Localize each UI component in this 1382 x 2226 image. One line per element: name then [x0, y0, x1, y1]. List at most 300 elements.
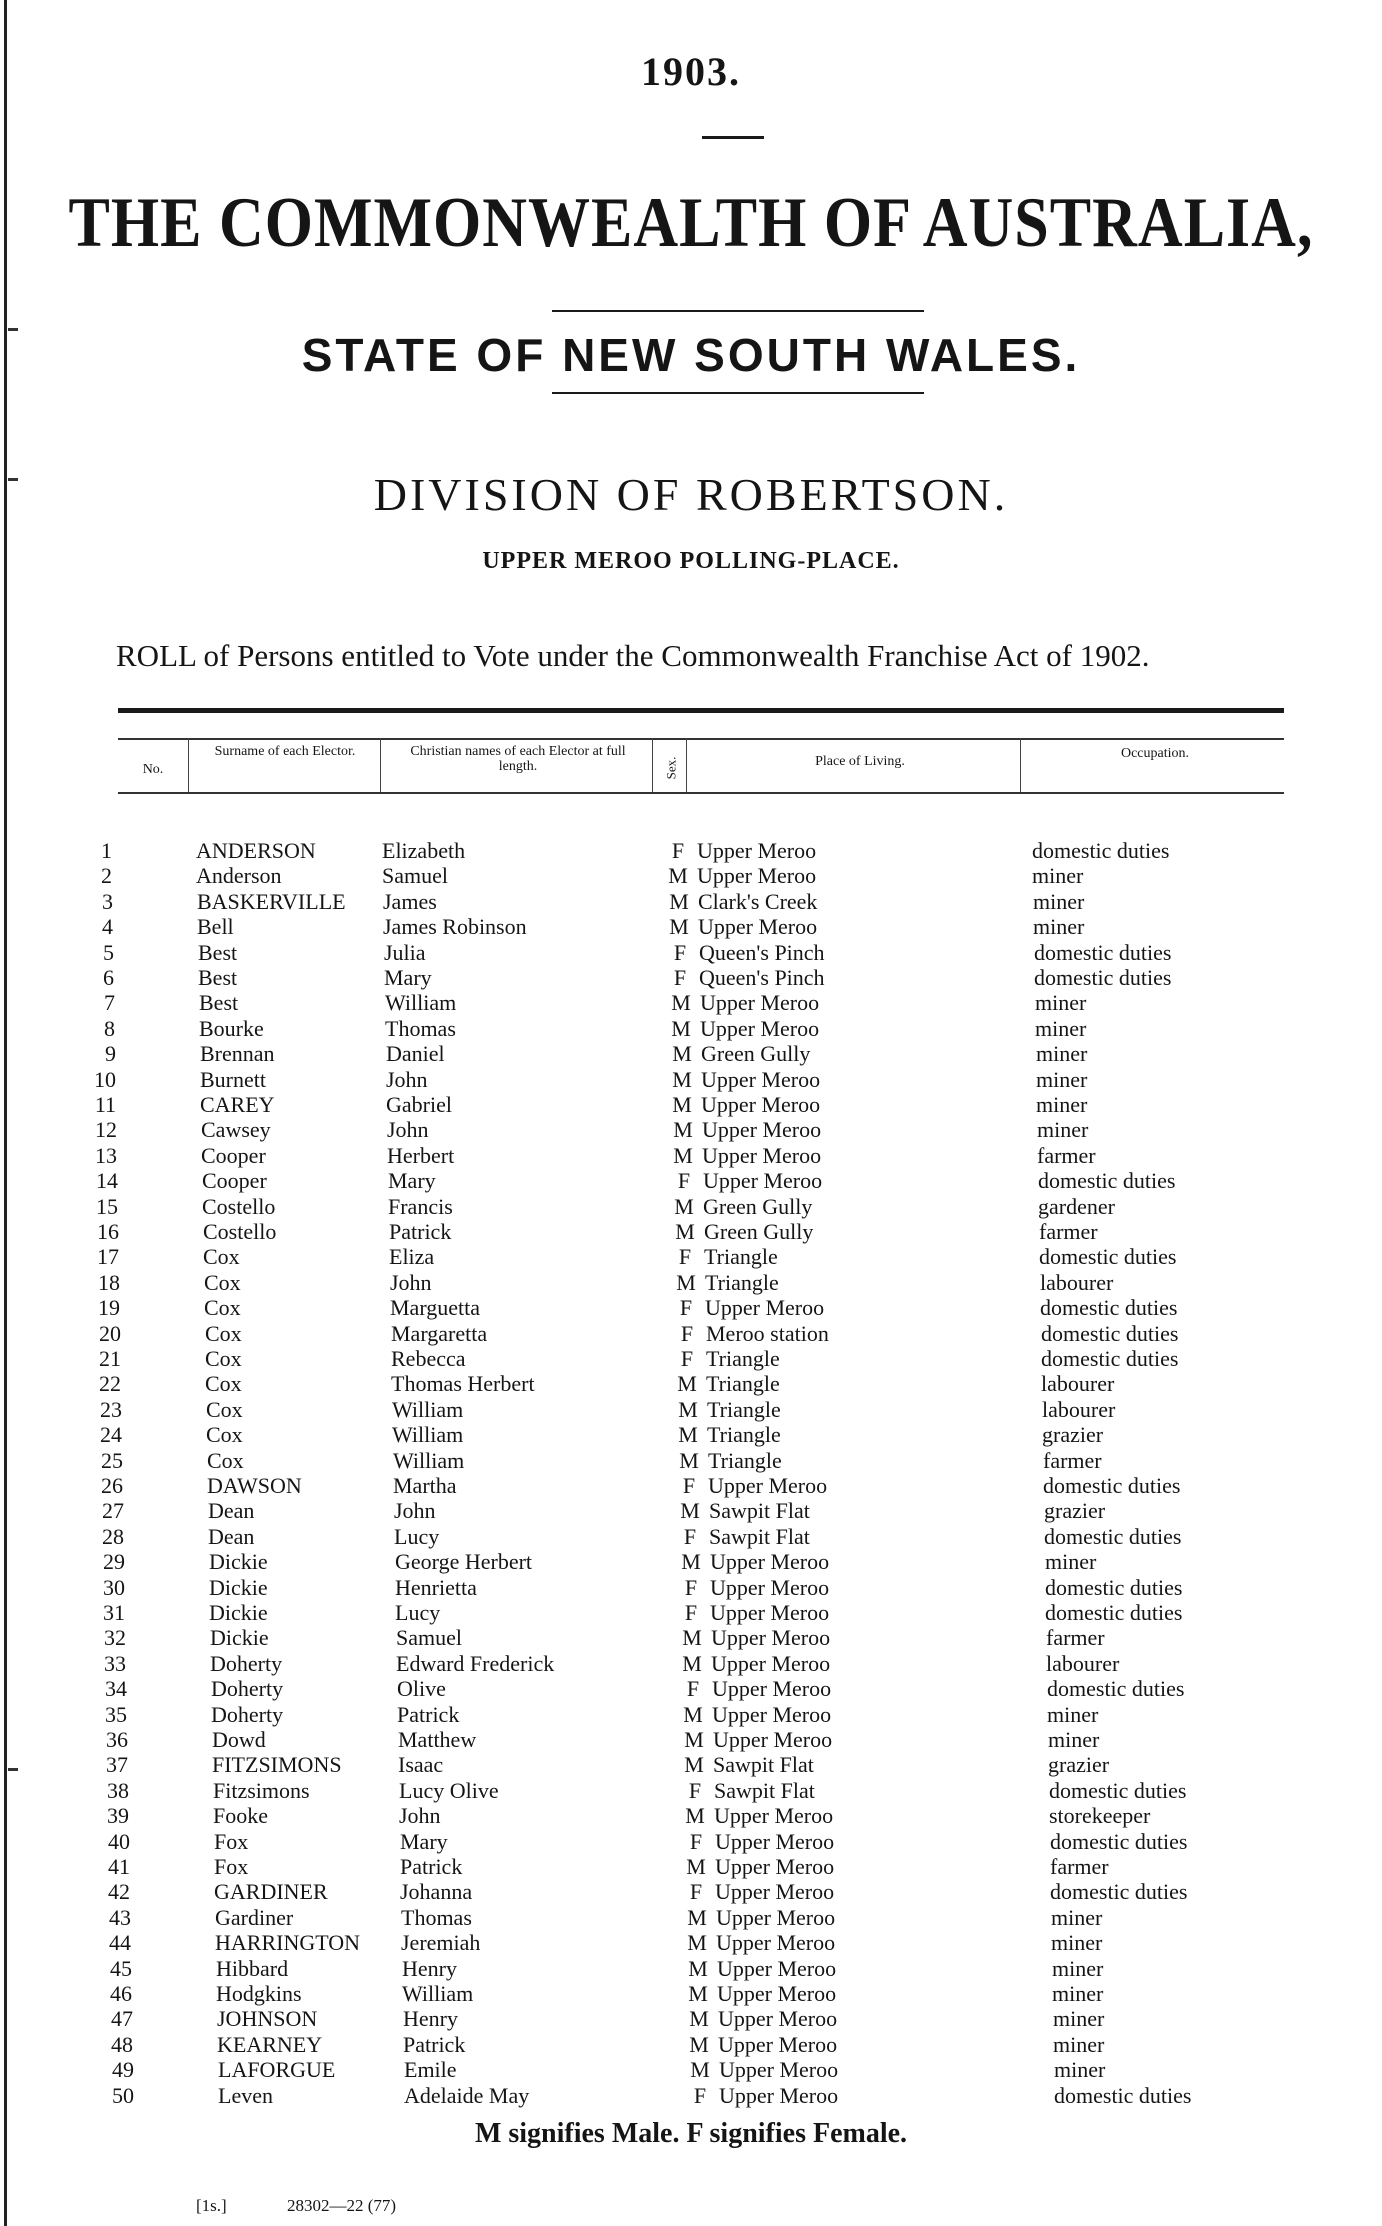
cell-occupation: miner — [1035, 990, 1087, 1016]
cell-christian-names: Daniel — [386, 1041, 445, 1067]
cell-no: 50 — [112, 2082, 134, 2108]
cell-no: 21 — [99, 1346, 121, 1371]
col-header-place: Place of Living. — [815, 754, 905, 769]
cell-place-of-living: Upper Meroo — [715, 1854, 835, 1879]
cell-sex: M — [688, 1955, 708, 1981]
cell-place-of-living: Triangle — [706, 1346, 780, 1371]
cell-christian-names: Patrick — [397, 1701, 460, 1727]
cell-sex: F — [683, 1523, 697, 1549]
cell-surname: KEARNEY — [217, 2031, 323, 2057]
cell-christian-names: Elizabeth — [382, 838, 466, 863]
cell-christian-names: John — [390, 1269, 432, 1295]
cell-christian-names: Patrick — [400, 1854, 463, 1879]
cell-no: 47 — [111, 2006, 133, 2032]
cell-surname: Fox — [214, 1854, 249, 1879]
cell-no: 17 — [97, 1244, 119, 1270]
cell-surname: Doherty — [211, 1701, 284, 1727]
table-row — [0, 1448, 1382, 1473]
cell-no: 11 — [94, 1092, 116, 1117]
divider-rule — [552, 392, 924, 394]
cell-no: 27 — [102, 1498, 124, 1524]
state-heading: STATE OF NEW SOUTH WALES. — [301, 329, 1081, 381]
cell-place-of-living: Upper Meroo — [713, 1727, 833, 1752]
cell-place-of-living: Upper Meroo — [705, 1295, 825, 1321]
cell-place-of-living: Upper Meroo — [710, 1600, 830, 1625]
table-row — [0, 1295, 1382, 1320]
footer-print-ref: 28302—22 (77) — [286, 2196, 397, 2215]
cell-no: 13 — [95, 1142, 117, 1168]
cell-occupation: grazier — [1042, 1422, 1104, 1448]
cell-place-of-living: Upper Meroo — [718, 2031, 838, 2057]
cell-christian-names: James — [383, 888, 437, 914]
cell-christian-names: Thomas — [401, 1904, 472, 1930]
cell-occupation: farmer — [1043, 1447, 1102, 1473]
cell-christian-names: Thomas Herbert — [391, 1371, 535, 1397]
table-row — [0, 1092, 1382, 1117]
cell-occupation: miner — [1051, 1930, 1103, 1956]
cell-occupation: domestic duties — [1050, 1828, 1188, 1854]
cell-no: 8 — [104, 1015, 115, 1041]
cell-occupation: miner — [1045, 1549, 1097, 1575]
cell-no: 15 — [96, 1193, 118, 1219]
cell-sex: M — [678, 1396, 698, 1422]
col-header-surname: Surname of each Elector. — [214, 744, 356, 759]
cell-surname: Cox — [206, 1396, 243, 1422]
cell-occupation: labourer — [1041, 1371, 1115, 1397]
cell-christian-names: Lucy — [394, 1523, 440, 1549]
cell-surname: Costello — [202, 1193, 276, 1219]
cell-surname: Fox — [214, 1828, 249, 1854]
cell-christian-names: Jeremiah — [401, 1930, 481, 1956]
cell-sex: M — [669, 888, 689, 914]
cell-surname: Dickie — [210, 1625, 269, 1651]
cell-occupation: grazier — [1044, 1498, 1106, 1524]
table-header-bottom-rule — [118, 792, 1284, 794]
cell-no: 6 — [103, 965, 114, 990]
cell-place-of-living: Queen's Pinch — [699, 965, 825, 990]
cell-no: 19 — [98, 1295, 120, 1321]
cell-no: 3 — [102, 888, 113, 914]
cell-no: 16 — [97, 1219, 119, 1244]
cell-surname: Cox — [204, 1269, 241, 1295]
cell-surname: Cox — [203, 1244, 240, 1270]
cell-surname: Brennan — [200, 1041, 275, 1067]
cell-christian-names: Adelaide May — [404, 2082, 530, 2108]
cell-sex: M — [671, 1015, 691, 1041]
column-separator — [652, 738, 653, 794]
table-row — [0, 1016, 1382, 1041]
cell-sex: F — [679, 1295, 693, 1321]
cell-occupation: domestic duties — [1054, 2082, 1192, 2108]
cell-no: 46 — [110, 1981, 132, 2006]
cell-surname: Cox — [205, 1320, 242, 1346]
column-separator — [1020, 738, 1021, 794]
cell-sex: M — [674, 1193, 694, 1219]
cell-surname: Dickie — [209, 1600, 268, 1625]
cell-christian-names: Herbert — [387, 1142, 455, 1168]
cell-christian-names: William — [385, 990, 457, 1016]
cell-occupation: domestic duties — [1039, 1244, 1177, 1270]
cell-no: 48 — [111, 2031, 133, 2057]
cell-christian-names: William — [402, 1981, 474, 2006]
cell-sex: M — [676, 1269, 696, 1295]
cell-place-of-living: Sawpit Flat — [709, 1498, 810, 1524]
cell-sex: F — [686, 1676, 700, 1702]
table-header-top-rule — [118, 738, 1284, 740]
table-row — [0, 2032, 1382, 2057]
cell-surname: Cox — [206, 1422, 243, 1448]
cell-surname: Dean — [208, 1498, 255, 1524]
cell-sex: M — [682, 1625, 702, 1651]
cell-place-of-living: Triangle — [707, 1422, 781, 1448]
table-row — [0, 1143, 1382, 1168]
cell-christian-names: Patrick — [403, 2031, 466, 2057]
cell-place-of-living: Upper Meroo — [712, 1676, 832, 1702]
table-row — [0, 1829, 1382, 1854]
cell-surname: Fitzsimons — [213, 1777, 310, 1803]
table-row — [0, 1930, 1382, 1955]
cell-no: 26 — [101, 1473, 123, 1498]
cell-place-of-living: Upper Meroo — [716, 1904, 836, 1930]
cell-no: 36 — [106, 1727, 128, 1752]
table-row — [0, 940, 1382, 965]
cell-no: 32 — [104, 1625, 126, 1651]
table-row — [0, 1194, 1382, 1219]
cell-christian-names: John — [387, 1117, 429, 1143]
cell-surname: Hibbard — [216, 1955, 289, 1981]
cell-sex: M — [673, 1142, 693, 1168]
cell-surname: Gardiner — [215, 1904, 294, 1930]
cell-occupation: miner — [1032, 863, 1084, 889]
cell-surname: Hodgkins — [216, 1981, 302, 2006]
cell-surname: HARRINGTON — [215, 1930, 361, 1956]
table-row — [0, 1752, 1382, 1777]
cell-surname: Costello — [203, 1219, 277, 1244]
footer — [196, 2196, 452, 2216]
cell-christian-names: Samuel — [382, 863, 448, 889]
cell-occupation: domestic duties — [1038, 1168, 1176, 1194]
cell-place-of-living: Upper Meroo — [710, 1574, 830, 1600]
table-row — [0, 2083, 1382, 2108]
cell-christian-names: Emile — [404, 2057, 457, 2083]
cell-surname: Dowd — [212, 1727, 266, 1752]
division-heading: DIVISION OF ROBERTSON. — [373, 469, 1009, 520]
cell-sex: M — [685, 1803, 705, 1829]
cell-place-of-living: Queen's Pinch — [699, 939, 825, 965]
cell-place-of-living: Green Gully — [703, 1193, 813, 1219]
cell-no: 18 — [98, 1269, 120, 1295]
cell-occupation: grazier — [1048, 1752, 1110, 1778]
cell-place-of-living: Upper Meroo — [700, 1015, 820, 1041]
cell-christian-names: William — [392, 1422, 464, 1448]
table-row — [0, 990, 1382, 1015]
cell-sex: F — [682, 1473, 696, 1498]
cell-sex: M — [677, 1371, 697, 1397]
cell-sex: M — [679, 1447, 699, 1473]
cell-surname: Doherty — [211, 1676, 284, 1702]
cell-occupation: miner — [1053, 2031, 1105, 2057]
cell-surname: CAREY — [200, 1092, 275, 1117]
cell-occupation: miner — [1051, 1904, 1103, 1930]
cell-sex: M — [668, 863, 688, 889]
cell-sex: M — [689, 2031, 709, 2057]
cell-occupation: miner — [1052, 1981, 1104, 2006]
cell-no: 25 — [101, 1447, 123, 1473]
page-title: THE COMMONWEALTH OF AUSTRALIA, — [68, 183, 1314, 263]
table-row — [0, 1803, 1382, 1828]
cell-christian-names: Eliza — [389, 1244, 435, 1270]
cell-place-of-living: Upper Meroo — [719, 2057, 839, 2083]
cell-sex: M — [684, 1727, 704, 1752]
polling-place-heading: UPPER MEROO POLLING-PLACE. — [482, 548, 900, 574]
cell-no: 33 — [104, 1650, 126, 1676]
cell-occupation: domestic duties — [1047, 1676, 1185, 1702]
cell-place-of-living: Green Gully — [701, 1041, 811, 1067]
cell-place-of-living: Upper Meroo — [703, 1168, 823, 1194]
col-header-occupation: Occupation. — [1120, 746, 1190, 761]
cell-no: 28 — [102, 1523, 124, 1549]
cell-no: 20 — [99, 1320, 121, 1346]
cell-place-of-living: Upper Meroo — [714, 1803, 834, 1829]
cell-occupation: miner — [1052, 1955, 1104, 1981]
table-row — [0, 1498, 1382, 1523]
cell-sex: M — [672, 1066, 692, 1092]
table-row — [0, 1854, 1382, 1879]
cell-sex: M — [682, 1650, 702, 1676]
cell-occupation: domestic duties — [1043, 1473, 1181, 1498]
table-row — [0, 1549, 1382, 1574]
cell-sex: F — [673, 965, 687, 990]
cell-sex: F — [671, 838, 685, 863]
cell-sex: F — [688, 1777, 702, 1803]
cell-occupation: domestic duties — [1050, 1879, 1188, 1905]
cell-christian-names: Mary — [400, 1828, 448, 1854]
cell-sex: F — [684, 1574, 698, 1600]
cell-place-of-living: Upper Meroo — [712, 1701, 832, 1727]
cell-surname: Dickie — [209, 1549, 268, 1575]
cell-sex: F — [689, 1828, 703, 1854]
cell-occupation: labourer — [1046, 1650, 1120, 1676]
cell-surname: Cox — [205, 1346, 242, 1371]
cell-place-of-living: Upper Meroo — [697, 838, 817, 863]
cell-surname: LAFORGUE — [218, 2057, 336, 2083]
cell-place-of-living: Upper Meroo — [717, 1955, 837, 1981]
cell-place-of-living: Triangle — [708, 1447, 782, 1473]
cell-place-of-living: Upper Meroo — [702, 1117, 822, 1143]
cell-occupation: farmer — [1039, 1219, 1098, 1244]
cell-sex: F — [684, 1600, 698, 1625]
cell-no: 39 — [107, 1803, 129, 1829]
cell-no: 24 — [100, 1422, 122, 1448]
cell-sex: M — [684, 1752, 704, 1778]
table-row — [0, 1041, 1382, 1066]
footer-code: [1s.] — [196, 2196, 227, 2215]
cell-place-of-living: Triangle — [704, 1244, 778, 1270]
table-row — [0, 1270, 1382, 1295]
cell-place-of-living: Upper Meroo — [701, 1066, 821, 1092]
cell-no: 34 — [105, 1676, 127, 1702]
cell-place-of-living: Clark's Creek — [698, 888, 818, 914]
cell-christian-names: Thomas — [385, 1015, 456, 1041]
cell-surname: Cox — [205, 1371, 242, 1397]
cell-sex: M — [686, 1854, 706, 1879]
cell-surname: Cooper — [202, 1168, 267, 1194]
cell-no: 23 — [100, 1396, 122, 1422]
cell-no: 12 — [95, 1117, 117, 1143]
cell-sex: M — [673, 1117, 693, 1143]
cell-christian-names: Margaretta — [391, 1320, 488, 1346]
cell-no: 22 — [99, 1371, 121, 1397]
cell-surname: Leven — [218, 2082, 273, 2108]
cell-surname: Bell — [197, 914, 234, 940]
cell-place-of-living: Triangle — [705, 1269, 779, 1295]
divider-rule — [552, 310, 924, 312]
cell-no: 30 — [103, 1574, 125, 1600]
cell-occupation: domestic duties — [1041, 1346, 1179, 1371]
cell-no: 49 — [112, 2057, 134, 2083]
cell-occupation: storekeeper — [1049, 1803, 1151, 1829]
cell-place-of-living: Sawpit Flat — [713, 1752, 814, 1778]
table-row — [0, 1879, 1382, 1904]
cell-sex: M — [689, 2006, 709, 2032]
table-row — [0, 1600, 1382, 1625]
cell-no: 1 — [101, 838, 112, 863]
table-top-rule — [118, 708, 1284, 713]
cell-christian-names: Rebecca — [391, 1346, 466, 1371]
table-row — [0, 1981, 1382, 2006]
cell-sex: M — [690, 2057, 710, 2083]
cell-sex: M — [675, 1219, 695, 1244]
cell-christian-names: Patrick — [389, 1219, 452, 1244]
cell-surname: Burnett — [200, 1066, 266, 1092]
cell-christian-names: Samuel — [396, 1625, 462, 1651]
roll-caption: ROLL of Persons entitled to Vote under the Commonwealth Franchise Act of 1902. — [116, 638, 1150, 673]
table-row — [0, 965, 1382, 990]
column-separator — [188, 738, 189, 794]
cell-surname: Anderson — [196, 863, 282, 889]
col-header-christian: Christian names of each Elector at full length. — [410, 744, 626, 774]
cell-christian-names: Francis — [388, 1193, 453, 1219]
table-row — [0, 1168, 1382, 1193]
cell-surname: Best — [198, 939, 238, 965]
cell-occupation: domestic duties — [1049, 1777, 1187, 1803]
cell-place-of-living: Upper Meroo — [700, 990, 820, 1016]
table-row — [0, 1346, 1382, 1371]
cell-christian-names: Lucy Olive — [399, 1777, 499, 1803]
cell-occupation: farmer — [1046, 1625, 1105, 1651]
cell-place-of-living: Upper Meroo — [702, 1142, 822, 1168]
cell-place-of-living: Upper Meroo — [711, 1625, 831, 1651]
cell-surname: Cox — [207, 1447, 244, 1473]
cell-sex: F — [680, 1320, 694, 1346]
cell-sex: M — [669, 914, 689, 940]
cell-occupation: farmer — [1037, 1142, 1096, 1168]
table-row — [0, 1727, 1382, 1752]
table-row — [0, 1321, 1382, 1346]
cell-no: 45 — [110, 1955, 132, 1981]
cell-place-of-living: Sawpit Flat — [714, 1777, 815, 1803]
cell-place-of-living: Upper Meroo — [698, 914, 818, 940]
cell-place-of-living: Upper Meroo — [710, 1549, 830, 1575]
table-row — [0, 1956, 1382, 1981]
cell-no: 42 — [108, 1879, 130, 1905]
table-row — [0, 1575, 1382, 1600]
cell-surname: JOHNSON — [217, 2006, 318, 2032]
cell-christian-names: Johanna — [400, 1879, 473, 1905]
cell-sex: M — [672, 1041, 692, 1067]
cell-surname: ANDERSON — [196, 838, 316, 863]
cell-no: 7 — [104, 990, 115, 1016]
cell-no: 29 — [103, 1549, 125, 1575]
cell-place-of-living: Upper Meroo — [711, 1650, 831, 1676]
cell-occupation: miner — [1036, 1092, 1088, 1117]
cell-christian-names: Gabriel — [386, 1092, 452, 1117]
cell-place-of-living: Upper Meroo — [718, 2006, 838, 2032]
cell-sex: M — [672, 1092, 692, 1117]
cell-surname: Dean — [208, 1523, 255, 1549]
cell-christian-names: Mary — [384, 965, 432, 990]
divider-rule — [702, 136, 764, 139]
table-row — [0, 1778, 1382, 1803]
table-row — [0, 1117, 1382, 1142]
cell-surname: Best — [198, 965, 238, 990]
cell-christian-names: George Herbert — [395, 1549, 533, 1575]
cell-place-of-living: Upper Meroo — [715, 1828, 835, 1854]
cell-christian-names: Henrietta — [395, 1574, 477, 1600]
cell-sex: M — [671, 990, 691, 1016]
cell-occupation: domestic duties — [1032, 838, 1170, 863]
table-row — [0, 1625, 1382, 1650]
cell-christian-names: Olive — [397, 1676, 446, 1702]
table-row — [0, 1067, 1382, 1092]
cell-surname: Fooke — [213, 1803, 268, 1829]
table-row — [0, 1219, 1382, 1244]
cell-christian-names: Henry — [402, 1955, 457, 1981]
table-row — [0, 863, 1382, 888]
cell-no: 37 — [106, 1752, 128, 1778]
cell-occupation: domestic duties — [1034, 965, 1172, 990]
col-header-sex: Sex. — [663, 756, 679, 780]
cell-no: 10 — [94, 1066, 116, 1092]
table-row — [0, 1676, 1382, 1701]
cell-no: 9 — [105, 1041, 116, 1067]
table-row — [0, 1422, 1382, 1447]
cell-occupation: domestic duties — [1034, 939, 1172, 965]
cell-christian-names: Lucy — [395, 1600, 441, 1625]
cell-place-of-living: Upper Meroo — [716, 1930, 836, 1956]
cell-surname: Best — [199, 990, 239, 1016]
cell-place-of-living: Upper Meroo — [715, 1879, 835, 1905]
cell-sex: F — [673, 939, 687, 965]
cell-occupation: miner — [1047, 1701, 1099, 1727]
cell-place-of-living: Sawpit Flat — [709, 1523, 810, 1549]
cell-christian-names: John — [394, 1498, 436, 1524]
cell-no: 14 — [96, 1168, 118, 1194]
cell-place-of-living: Triangle — [706, 1371, 780, 1397]
cell-surname: GARDINER — [214, 1879, 328, 1905]
cell-surname: Bourke — [199, 1015, 264, 1041]
col-header-no: No. — [142, 762, 164, 777]
cell-occupation: domestic duties — [1041, 1320, 1179, 1346]
cell-surname: Cox — [204, 1295, 241, 1321]
table-row — [0, 1702, 1382, 1727]
cell-occupation: farmer — [1050, 1854, 1109, 1879]
cell-place-of-living: Upper Meroo — [708, 1473, 828, 1498]
cell-christian-names: Martha — [393, 1473, 457, 1498]
cell-christian-names: John — [386, 1066, 428, 1092]
cell-occupation: miner — [1036, 1041, 1088, 1067]
cell-surname: FITZSIMONS — [212, 1752, 342, 1778]
